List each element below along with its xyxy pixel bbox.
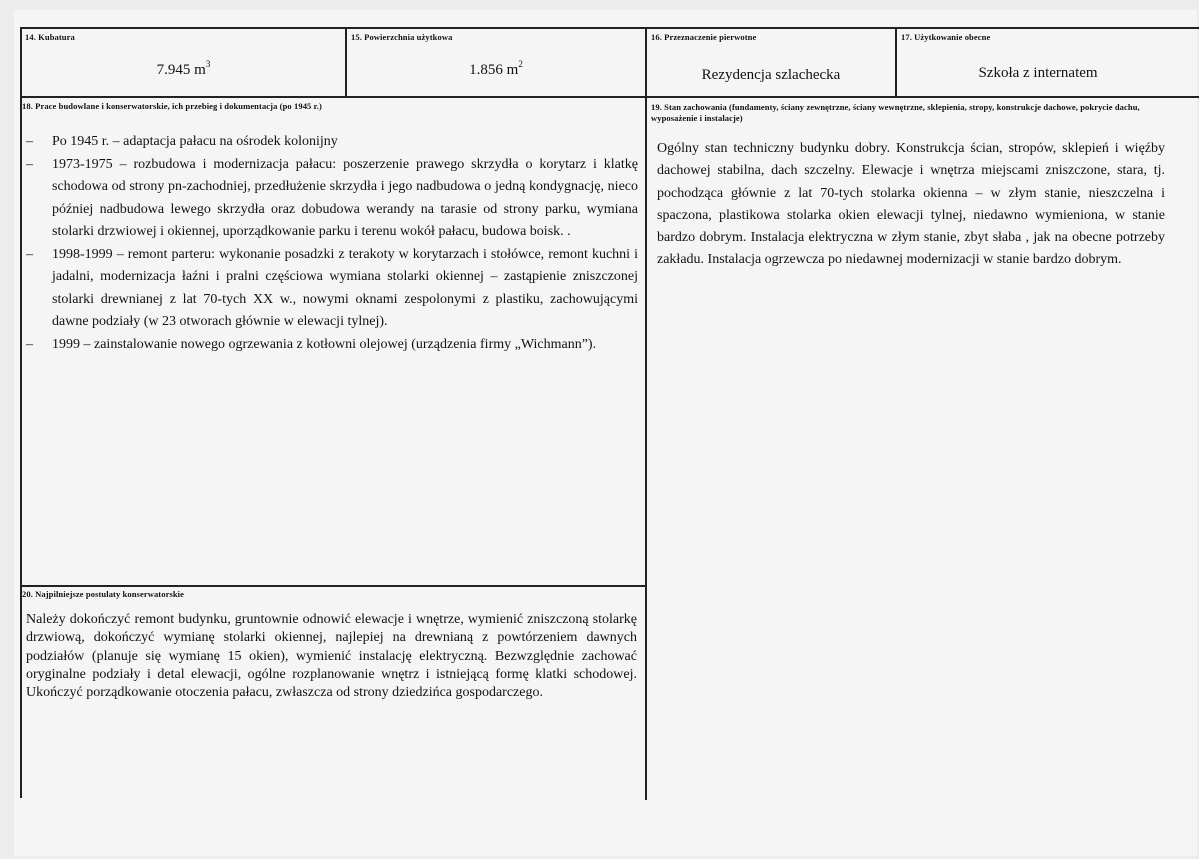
works-list-item — [26, 154, 638, 244]
field-14-label: 14. Kubatura — [25, 32, 75, 42]
field-15-label: 15. Powierzchnia użytkowa — [351, 32, 453, 42]
field-17-value: Szkoła z internatem — [978, 65, 1098, 81]
field-14-value — [22, 59, 345, 79]
list-dash: – — [26, 156, 33, 172]
section-19-label: 19. Stan zachowania (fundamenty, ściany zewnętrzne, ściany wewnętrzne, sklepienia, stropy, konstrukcje dachowe, pokrycie dachu, wyposażenie i instalacje) — [651, 102, 1140, 123]
postulates-text: Należy dokończyć remont budynku, gruntownie odnowić elewacje i wnętrze, wymienić zniszczoną stolarkę drzwiową, dokończyć wymianę stolarki okiennej, najlepiej na drewnianą z powtórzeniem dawnych podziałów (planuje się wymianę 15 okien), wymienić instalację elektryczną. Bezwzględnie zachować oryginalne podziały i detal elewacji, ogólne rozplanowanie wnętrz i istniejącą formę klatki schodowej. Ukończyć porządkowanie otoczenia pałacu, zwłaszcza od strony dziedzińca gospodarczego. — [26, 612, 637, 701]
section-20-label: 20. Najpilniejsze postulaty konserwatorskie — [22, 589, 185, 599]
works-list-item — [26, 244, 638, 334]
field-15-number: 1.856 m — [469, 62, 519, 78]
works-item-text: 1973-1975 – rozbudowa i modernizacja pałacu: poszerzenie prawego skrzydła o korytarz i klatkę schodowa od strony pn-zachodniej, przedłużenie skrzydła i jego nadbudowa o jedną kondygnację, nieco później nadbudowa lewego skrzydła oraz dobudowa werandy na tarasie od strony parku, wymiana stolarki drzwiowej i okiennej, uporządkowanie parku i terenu wokół pałacu, budowa boisk. . — [52, 156, 638, 239]
field-16-label: 16. Przeznaczenie pierwotne — [651, 32, 757, 42]
works-item-text: Po 1945 r. – adaptacja pałacu na ośrodek kolonijny — [52, 134, 338, 149]
grid-line-top — [20, 27, 1199, 29]
works-list-item — [26, 131, 638, 154]
section-18-label: 18. Prace budowlane i konserwatorskie, ich przebieg i dokumentacja (po 1945 r.) — [22, 101, 322, 111]
grid-line-col-2 — [645, 27, 647, 800]
field-17-label: 17. Użytkowanie obecne — [901, 32, 991, 42]
list-dash: – — [26, 134, 33, 149]
works-list-item — [26, 334, 638, 357]
works-list — [26, 131, 638, 356]
grid-line-left — [20, 27, 22, 798]
field-15-unit-exponent: 2 — [518, 59, 523, 69]
field-14-unit-exponent: 3 — [205, 59, 211, 69]
works-item-text: 1998-1999 – remont parteru: wykonanie posadzki z terakoty w korytarzach i stołówce, remont kuchni i jadalni, modernizacja łaźni i pralni częściowa wymiana stolarki okiennej – zastąpienie zniszczonej stolarki drewnianej z lat 70-tych XX w., nowymi oknami zespolonymi z plastiku, zachowującymi dawne podziały (w 23 otworach głównie w elewacji tylnej). — [52, 246, 638, 329]
field-15-value — [347, 59, 645, 79]
field-16-value: Rezydencja szlachecka — [701, 67, 841, 83]
works-item-text: 1999 – zainstalowanie nowego ogrzewania z kotłowni olejowej (urządzenia firmy „Wichmann”). — [52, 336, 597, 352]
list-dash: – — [26, 336, 33, 352]
field-14-number: 7.945 m — [156, 62, 206, 78]
grid-line-col-3 — [895, 27, 897, 98]
grid-line-header-bottom — [20, 96, 1199, 98]
grid-line-section-18-bottom — [20, 585, 646, 587]
list-dash: – — [26, 246, 33, 262]
condition-text: Ogólny stan techniczny budynku dobry. Konstrukcja ścian, stropów, sklepień i więźby dachowej stabilna, dach szczelny. Elewacje i wnętrza miejscami zniszczone, stara, tj. pochodząca głównie z lat 70-tych stolarka okienna – w złym stanie, nieszczelna i spaczona, plastikowa stolarka okien elewacji tylnej, niedawno wymieniona, w stanie bardzo dobrym. Instalacja elektryczna w złym stanie, zbyt słaba , jak na obecne potrzeby zakładu. Instalacja ogrzewcza po niedawnej modernizacji w stanie bardzo dobrym. — [657, 141, 1165, 268]
